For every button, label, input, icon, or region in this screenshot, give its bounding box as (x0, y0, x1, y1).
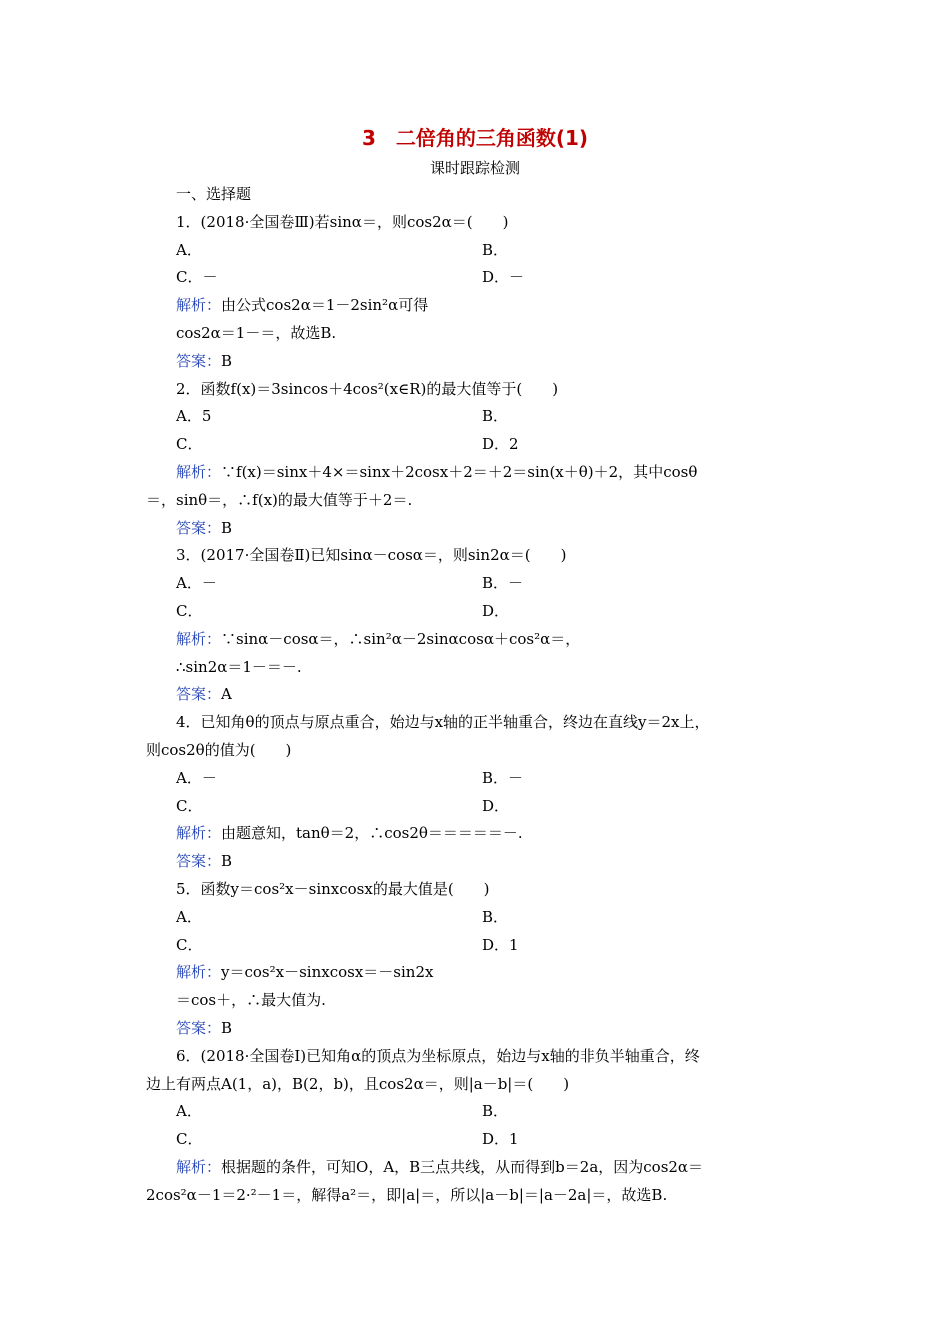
problem-1-stem: 1．(2018·全国卷Ⅲ)若sinα＝，则cos2α＝( ) (176, 212, 509, 231)
analysis-label: 解析： (176, 296, 222, 315)
option-b: B． (482, 907, 509, 926)
option-c: C． (176, 1130, 203, 1149)
problem-1-options-row-1 (146, 237, 810, 265)
answer-label: 答案： (176, 1018, 222, 1037)
option-d: D．1 (482, 1130, 519, 1149)
problem-4-stem-cont: 则cos2θ的值为( ) (146, 740, 292, 759)
problem-5-options-row-2 (146, 932, 810, 960)
option-b: B． (482, 1102, 509, 1121)
problem-6-analysis: 解析：根据题的条件，可知O，A，B三点共线，从而得到b＝2a，因为cos2α＝ (176, 1157, 704, 1176)
analysis-label: 解析： (176, 1157, 222, 1176)
answer-label: 答案： (176, 852, 222, 871)
problem-4-answer: 答案：B (176, 852, 233, 871)
problem-1-analysis-cont: cos2α＝1－＝，故选B. (176, 323, 337, 342)
option-b: B． (482, 407, 509, 426)
problem-4-options-row-1 (146, 765, 810, 793)
answer-label: 答案： (176, 685, 222, 704)
problem-2-options-row-2 (146, 431, 810, 459)
option-b: B．－ (482, 574, 524, 593)
option-c: C． (176, 601, 203, 620)
problem-1-analysis: 解析：由公式cos2α＝1－2sin²α可得 (176, 296, 429, 315)
section-heading: 一、选择题 (176, 185, 252, 203)
option-a: A． (176, 907, 202, 926)
option-d: D．1 (482, 935, 519, 954)
problem-6-analysis-cont: 2cos²α－1＝2·²－1＝，解得a²＝，即|a|＝，所以|a－b|＝|a－2a|＝，故选B. (146, 1185, 668, 1204)
problem-3-analysis-cont: ∴sin2α＝1－＝－. (176, 657, 302, 676)
problem-2-analysis-cont: ＝，sinθ＝，∴f(x)的最大值等于＋2＝. (146, 490, 413, 509)
option-b: B．－ (482, 768, 524, 787)
problem-4-analysis: 解析：由题意知，tanθ＝2，∴cos2θ＝＝＝＝＝－. (176, 824, 523, 843)
option-c: C． (176, 435, 203, 454)
option-d: D． (482, 796, 510, 815)
option-a: A．－ (176, 768, 217, 787)
option-c: C． (176, 796, 203, 815)
problem-2-answer: 答案：B (176, 518, 233, 537)
problem-2-stem: 2．函数f(x)＝3sincos＋4cos²(x∈R)的最大值等于( ) (176, 379, 559, 398)
analysis-label: 解析： (176, 963, 222, 982)
option-a: A．－ (176, 574, 217, 593)
problem-3-options-row-2 (146, 598, 810, 626)
problem-2-options-row-1 (146, 403, 810, 431)
option-d: D． (482, 601, 510, 620)
problem-list (146, 181, 810, 1209)
option-c: C． (176, 935, 203, 954)
problem-3-analysis: 解析：∵sinα－cosα＝，∴sin²α－2sinαcosα＋cos²α＝， (176, 629, 581, 648)
problem-6-options-row-1 (146, 1098, 810, 1126)
problem-6-options-row-2 (146, 1126, 810, 1154)
answer-label: 答案： (176, 351, 222, 370)
page-title: 3 二倍角的三角函数(1) (361, 126, 589, 150)
analysis-label: 解析： (176, 824, 222, 843)
problem-5-analysis-cont: ＝cos＋，∴最大值为. (176, 991, 326, 1010)
problem-6-stem: 6．(2018·全国卷Ⅰ)已知角α的顶点为坐标原点，始边与x轴的非负半轴重合，终 (176, 1046, 700, 1065)
analysis-label: 解析： (176, 629, 222, 648)
problem-3-options-row-1 (146, 570, 810, 598)
problem-1-answer: 答案：B (176, 351, 233, 370)
problem-1-options-row-2 (146, 264, 810, 292)
option-d: D．2 (482, 435, 519, 454)
answer-label: 答案： (176, 518, 222, 537)
option-a: A． (176, 240, 202, 259)
problem-5-analysis: 解析：y＝cos²x－sinxcosx＝－sin2x (176, 963, 434, 982)
problem-5-answer: 答案：B (176, 1018, 233, 1037)
problem-3-answer: 答案：A (176, 685, 232, 704)
analysis-label: 解析： (176, 462, 222, 481)
option-a: A． (176, 1102, 202, 1121)
option-a: A．5 (176, 407, 212, 426)
problem-2-analysis: 解析：∵f(x)＝sinx＋4×＝sinx＋2cosx＋2＝＋2＝sin(x＋θ)＋2，其中cosθ (176, 462, 698, 481)
problem-3-stem: 3．(2017·全国卷Ⅱ)已知sinα－cosα＝，则sin2α＝( ) (176, 546, 567, 565)
problem-5-options-row-1 (146, 904, 810, 932)
problem-5-stem: 5．函数y＝cos²x－sinxcosx的最大值是( ) (176, 879, 490, 898)
option-b: B． (482, 240, 509, 259)
problem-4-stem: 4．已知角θ的顶点与原点重合，始边与x轴的正半轴重合，终边在直线y＝2x上， (176, 713, 710, 732)
option-c: C．－ (176, 268, 218, 287)
option-d: D．－ (482, 268, 525, 287)
page-subtitle: 课时跟踪检测 (429, 159, 520, 177)
problem-6-stem-cont: 边上有两点A(1，a)，B(2，b)，且cos2α＝，则|a－b|＝( ) (146, 1074, 570, 1093)
problem-4-options-row-2 (146, 793, 810, 821)
